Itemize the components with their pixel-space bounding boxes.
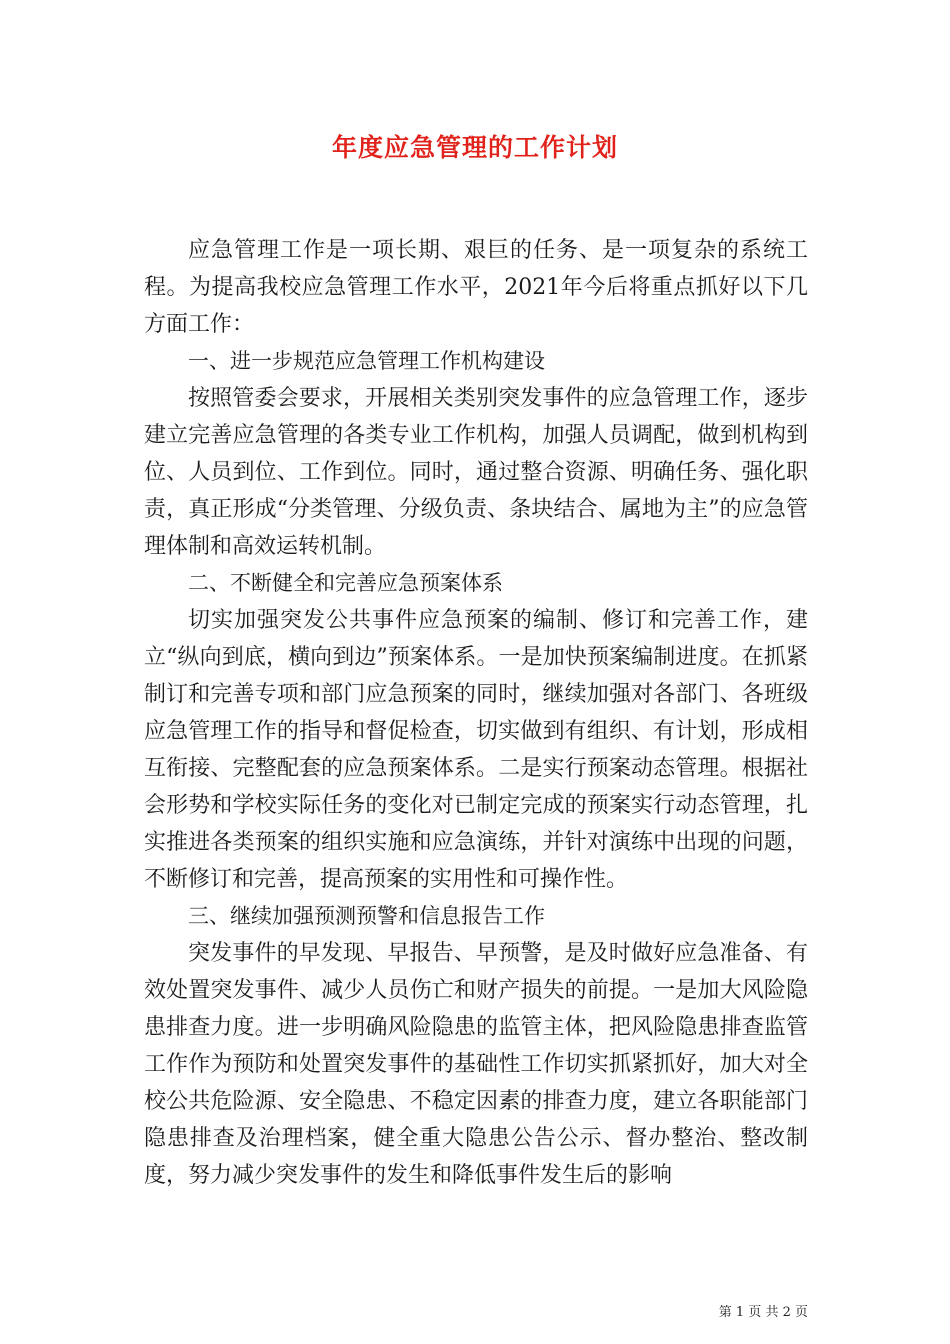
section-heading-3: 三、继续加强预测预警和信息报告工作 — [188, 904, 545, 928]
page-number-footer: 第 1 页 共 2 页 — [718, 1305, 808, 1320]
intro-paragraph: 应急管理工作是一项长期、艰巨的任务、是一项复杂的系统工程。为提高我校应急管理工作水平，2021年今后将重点抓好以下几方面工作： — [144, 238, 808, 337]
document-title: 年度应急管理的工作计划 — [331, 133, 618, 162]
document-body — [144, 232, 808, 1194]
section-heading-2: 二、不断健全和完善应急预案体系 — [188, 571, 503, 595]
section-paragraph-2: 切实加强突发公共事件应急预案的编制、修订和完善工作，建立“纵向到底，横向到边”预案体系。一是加快预案编制进度。在抓紧制订和完善专项和部门应急预案的同时，继续加强对各部门、各班级应急管理工作的指导和督促检查，切实做到有组织、有计划，形成相互衔接、完整配套的应急预案体系。二是实行预案动态管理。根据社会形势和学校实际任务的变化对已制定完成的预案实行动态管理，扎实推进各类预案的组织实施和应急演练，并针对演练中出现的问题，不断修订和完善，提高预案的实用性和可操作性。 — [144, 608, 808, 892]
section-heading-1: 一、进一步规范应急管理工作机构建设 — [188, 349, 545, 373]
section-paragraph-1: 按照管委会要求，开展相关类别突发事件的应急管理工作，逐步建立完善应急管理的各类专业工作机构，加强人员调配，做到机构到位、人员到位、工作到位。同时，通过整合资源、明确任务、强化职责，真正形成“分类管理、分级负责、条块结合、属地为主”的应急管理体制和高效运转机制。 — [144, 386, 808, 559]
section-paragraph-3: 突发事件的早发现、早报告、早预警，是及时做好应急准备、有效处置突发事件、减少人员伤亡和财产损失的前提。一是加大风险隐患排查力度。进一步明确风险隐患的监管主体，把风险隐患排查监管工作作为预防和处置突发事件的基础性工作切实抓紧抓好，加大对全校公共危险源、安全隐患、不稳定因素的排查力度，建立各职能部门隐患排查及治理档案，健全重大隐患公告公示、督办整治、整改制度，努力减少突发事件的发生和降低事件发生后的影响 — [144, 941, 808, 1188]
